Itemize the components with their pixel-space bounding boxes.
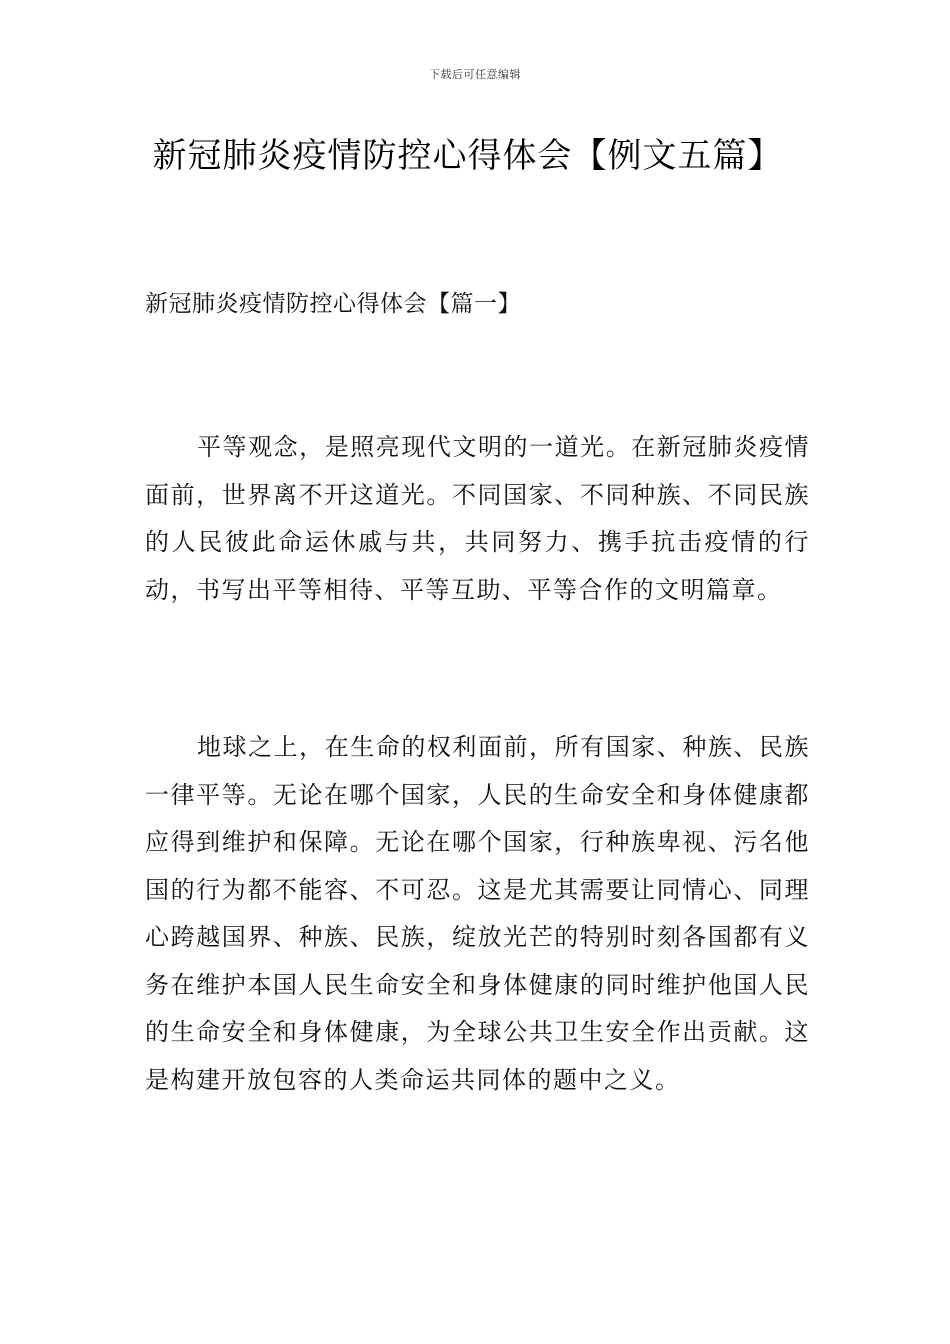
document-title: 新冠肺炎疫情防控心得体会【例文五篇】 <box>152 136 783 176</box>
body-paragraph: 地球之上，在生命的权利面前，所有国家、种族、民族一律平等。无论在哪个国家，人民的生命安全和身体健康都应得到维护和保障。无论在哪个国家，行种族卑视、污名他国的行为都不能容、不可忍。这是尤其需要让同情心、同理心跨越国界、种族、民族，绽放光芒的特别时刻各国都有义务在维护本国人民生命安全和身体健康的同时维护他国人民的生命安全和身体健康，为全球公共卫生安全作出贡献。这是构建开放包容的人类命运共同体的题中之义。 <box>145 733 810 1094</box>
header-note: 下载后可任意编辑 <box>429 68 521 81</box>
section-heading: 新冠肺炎疫情防控心得体会【篇一】 <box>145 291 521 317</box>
body-paragraph: 平等观念，是照亮现代文明的一道光。在新冠肺炎疫情面前，世界离不开这道光。不同国家、不同种族、不同民族的人民彼此命运休戚与共，共同努力、携手抗击疫情的行动，书写出平等相待、平等互助、平等合作的文明篇章。 <box>145 433 810 604</box>
